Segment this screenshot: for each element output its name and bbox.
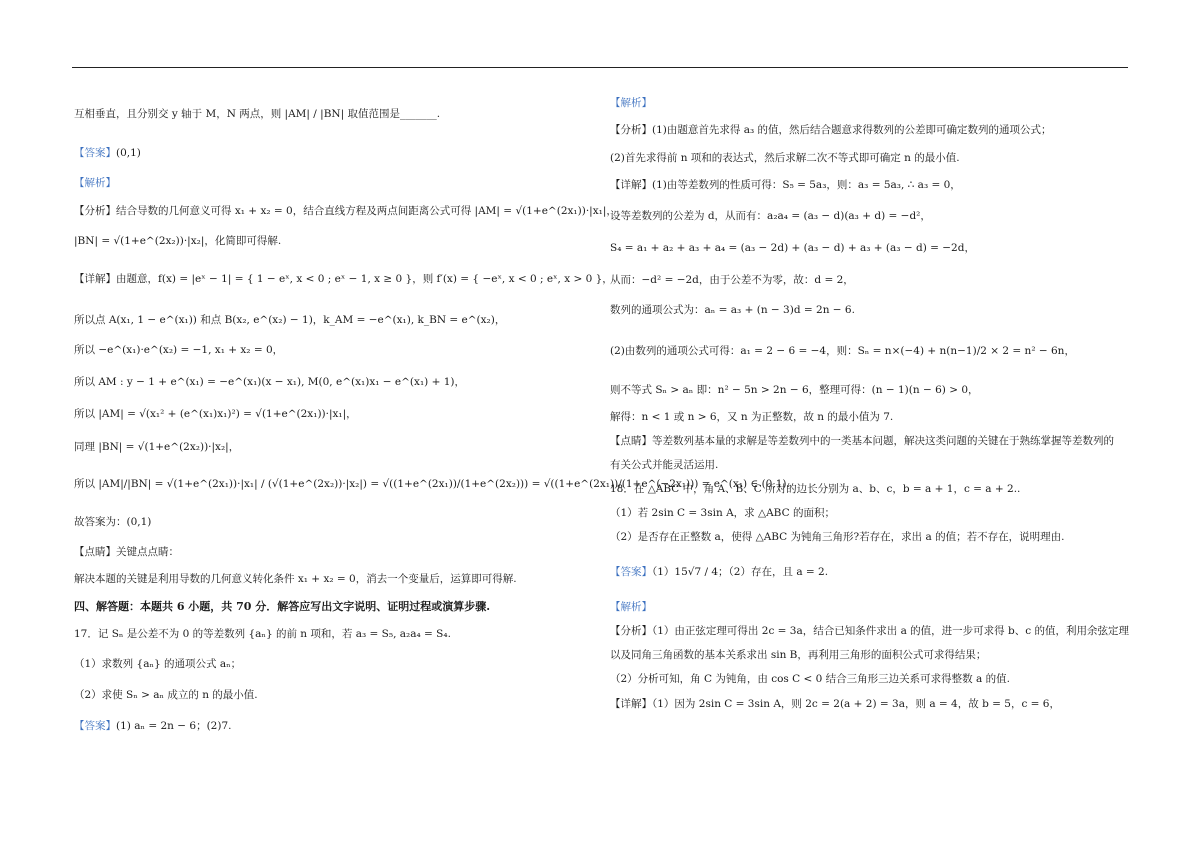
section-tag: 【解析】 — [74, 177, 116, 189]
line-text: 18．在 △ABC 中，角 A、B、C 所对的边长分别为 a、b、c，b = a + 1，c = a + 2.. — [610, 483, 1021, 495]
left-line-l15 — [74, 572, 517, 586]
right-line-r14 — [610, 482, 1020, 496]
line-text: 以及同角三角函数的基本关系求出 sin B，再利用三角形的面积公式可求得结果； — [610, 649, 987, 661]
right-line-r3 — [610, 151, 960, 165]
line-text: 则不等式 Sₙ > aₙ 即：n² − 5n > 2n − 6，整理可得：(n − 1)(n − 6) > 0， — [610, 384, 979, 396]
left-line-l13 — [74, 515, 151, 529]
line-text: 【详解】由题意，f(x) = |eˣ − 1| = { 1 − eˣ, x < 0 ; eˣ − 1, x ≥ 0 }，则 f′(x) = { −eˣ, x < 0 ; eˣ, x > 0 }， — [74, 273, 613, 285]
right-line-r19 — [610, 624, 1129, 638]
line-text: 【分析】(1)由题意首先求得 a₃ 的值，然后结合题意求得数列的公差即可确定数列的通项公式； — [610, 124, 1052, 136]
left-line-l2 — [74, 146, 141, 160]
header-rule — [72, 67, 1128, 68]
left-line-l11 — [74, 440, 239, 454]
line-text: (1) aₙ = 2n − 6；(2)7. — [116, 720, 232, 732]
left-line-l5 — [74, 234, 281, 248]
line-text: (0,1) — [116, 147, 141, 159]
line-text: (2)由数列的通项公式可得：a₁ = 2 − 6 = −4，则：Sₙ = n×(−4) + n(n−1)/2 × 2 = n² − 6n， — [610, 345, 1075, 357]
section-tag: 【答案】 — [610, 566, 652, 578]
line-text: S₄ = a₁ + a₂ + a₃ + a₄ = (a₃ − 2d) + (a₃ − d) + a₃ + (a₃ − d) = −2d， — [610, 242, 975, 254]
left-line-l1 — [74, 107, 440, 121]
line-text: 【分析】（1）由正弦定理可得出 2c = 3a，结合已知条件求出 a 的值，进一步可求得 b、c 的值，利用余弦定理 — [610, 625, 1129, 637]
section-tag: 【解析】 — [610, 601, 652, 613]
line-text: 所以 AM : y − 1 + e^(x₁) = −e^(x₁)(x − x₁), M(0, e^(x₁)x₁ − e^(x₁) + 1)， — [74, 376, 466, 388]
line-text: 设等差数列的公差为 d，从而有：a₂a₄ = (a₃ − d)(a₃ + d) = −d²， — [610, 210, 931, 222]
section-tag: 【答案】 — [74, 720, 116, 732]
left-line-l18 — [74, 657, 241, 671]
line-text: 数列的通项公式为：aₙ = a₃ + (n − 3)d = 2n − 6. — [610, 304, 855, 316]
right-line-r17 — [610, 565, 828, 579]
left-line-l3 — [74, 176, 116, 190]
right-line-r21 — [610, 672, 1010, 686]
left-line-l4 — [74, 204, 617, 218]
right-line-r16 — [610, 530, 1064, 544]
line-text: 【点睛】等差数列基本量的求解是等差数列中的一类基本问题，解决这类问题的关键在于熟练掌握等差数列的 — [610, 435, 1114, 447]
line-text: 四、解答题：本题共 6 小题，共 70 分．解答应写出文字说明、证明过程或演算步骤. — [74, 600, 491, 613]
left-line-l17 — [74, 627, 451, 641]
right-line-r13 — [610, 458, 718, 472]
right-line-r1 — [610, 96, 652, 110]
line-text: 【详解】（1）因为 2sin C = 3sin A，则 2c = 2(a + 2) = 3a，则 a = 4，故 b = 5，c = 6， — [610, 698, 1060, 710]
right-line-r6 — [610, 241, 975, 255]
line-text: （2）分析可知，角 C 为钝角，由 cos C < 0 结合三角形三边关系可求得整数 a 的值. — [610, 673, 1010, 685]
line-text: 故答案为：(0,1) — [74, 516, 152, 528]
line-text: 所以 −e^(x₁)·e^(x₂) = −1, x₁ + x₂ = 0， — [74, 344, 284, 356]
right-line-r11 — [610, 410, 893, 424]
line-text: 所以点 A(x₁, 1 − e^(x₁)) 和点 B(x₂, e^(x₂) − 1)，k_AM = −e^(x₁), k_BN = e^(x₂)， — [74, 314, 506, 326]
line-text: 互相垂直，且分别交 y 轴于 M，N 两点，则 |AM| / |BN| 取值范围是_______. — [74, 108, 441, 120]
line-text: 解决本题的关键是利用导数的几何意义转化条件 x₁ + x₂ = 0，消去一个变量后，运算即可得解. — [74, 573, 517, 585]
right-line-r22 — [610, 697, 1060, 711]
line-text: （1）求数列 {aₙ} 的通项公式 aₙ； — [74, 658, 242, 670]
left-line-l7 — [74, 313, 505, 327]
line-text: 从而：−d² = −2d，由于公差不为零，故：d = 2， — [610, 274, 854, 286]
right-line-r12 — [610, 434, 1114, 448]
line-text: （1）若 2sin C = 3sin A，求 △ABC 的面积； — [610, 507, 835, 519]
left-line-l14 — [74, 545, 179, 559]
right-line-r2 — [610, 123, 1052, 137]
left-line-l16 — [74, 600, 490, 614]
right-line-r20 — [610, 648, 986, 662]
right-line-r18 — [610, 600, 652, 614]
right-line-r5 — [610, 209, 931, 223]
section-tag: 【答案】 — [74, 147, 116, 159]
line-text: 17．记 Sₙ 是公差不为 0 的等差数列 {aₙ} 的前 n 项和，若 a₃ = S₅, a₂a₄ = S₄. — [74, 628, 451, 640]
line-text: 同理 |BN| = √(1+e^(2x₂))·|x₂|， — [74, 441, 240, 453]
line-text: 【详解】(1)由等差数列的性质可得：S₅ = 5a₃，则：a₃ = 5a₃, ∴ a₃ = 0， — [610, 179, 961, 191]
line-text: 【分析】结合导数的几何意义可得 x₁ + x₂ = 0，结合直线方程及两点间距离公式可得 |AM| = √(1+e^(2x₁))·|x₁|， — [74, 205, 617, 217]
line-text: （1）15√7 / 4；（2）存在，且 a = 2. — [652, 566, 829, 578]
line-text: 所以 |AM| = √(x₁² + (e^(x₁)x₁)²) = √(1+e^(2x₁))·|x₁|， — [74, 408, 357, 420]
left-line-l9 — [74, 375, 465, 389]
right-line-r4 — [610, 178, 961, 192]
line-text: 【点睛】关键点点睛： — [74, 546, 179, 558]
right-line-r10 — [610, 383, 979, 397]
left-line-l10 — [74, 407, 357, 421]
right-line-r9 — [610, 344, 1075, 358]
line-text: |BN| = √(1+e^(2x₂))·|x₂|，化简即可得解. — [74, 235, 282, 247]
right-line-r8 — [610, 303, 855, 317]
left-line-l6 — [74, 272, 613, 286]
left-line-l8 — [74, 343, 283, 357]
section-tag: 【解析】 — [610, 97, 652, 109]
line-text: 所以 |AM|/|BN| = √(1+e^(2x₁))·|x₁| / (√(1+e^(2x₂))·|x₂|) = √((1+e^(2x₁))/(1+e^(2x₂))) = √((1+e^(2x₁))/(1+e^(−2x₁))) = e^(x₁) ∈ (0,1). — [74, 478, 790, 490]
line-text: (2)首先求得前 n 项和的表达式，然后求解二次不等式即可确定 n 的最小值. — [610, 152, 960, 164]
line-text: （2）求使 Sₙ > aₙ 成立的 n 的最小值. — [74, 689, 258, 701]
line-text: （2）是否存在正整数 a，使得 △ABC 为钝角三角形?若存在，求出 a 的值；若不存在，说明理由. — [610, 531, 1065, 543]
right-line-r7 — [610, 273, 854, 287]
line-text: 有关公式并能灵活运用. — [610, 459, 719, 471]
right-line-r15 — [610, 506, 835, 520]
left-line-l20 — [74, 719, 231, 733]
line-text: 解得：n < 1 或 n > 6，又 n 为正整数，故 n 的最小值为 7. — [610, 411, 894, 423]
left-line-l19 — [74, 688, 258, 702]
